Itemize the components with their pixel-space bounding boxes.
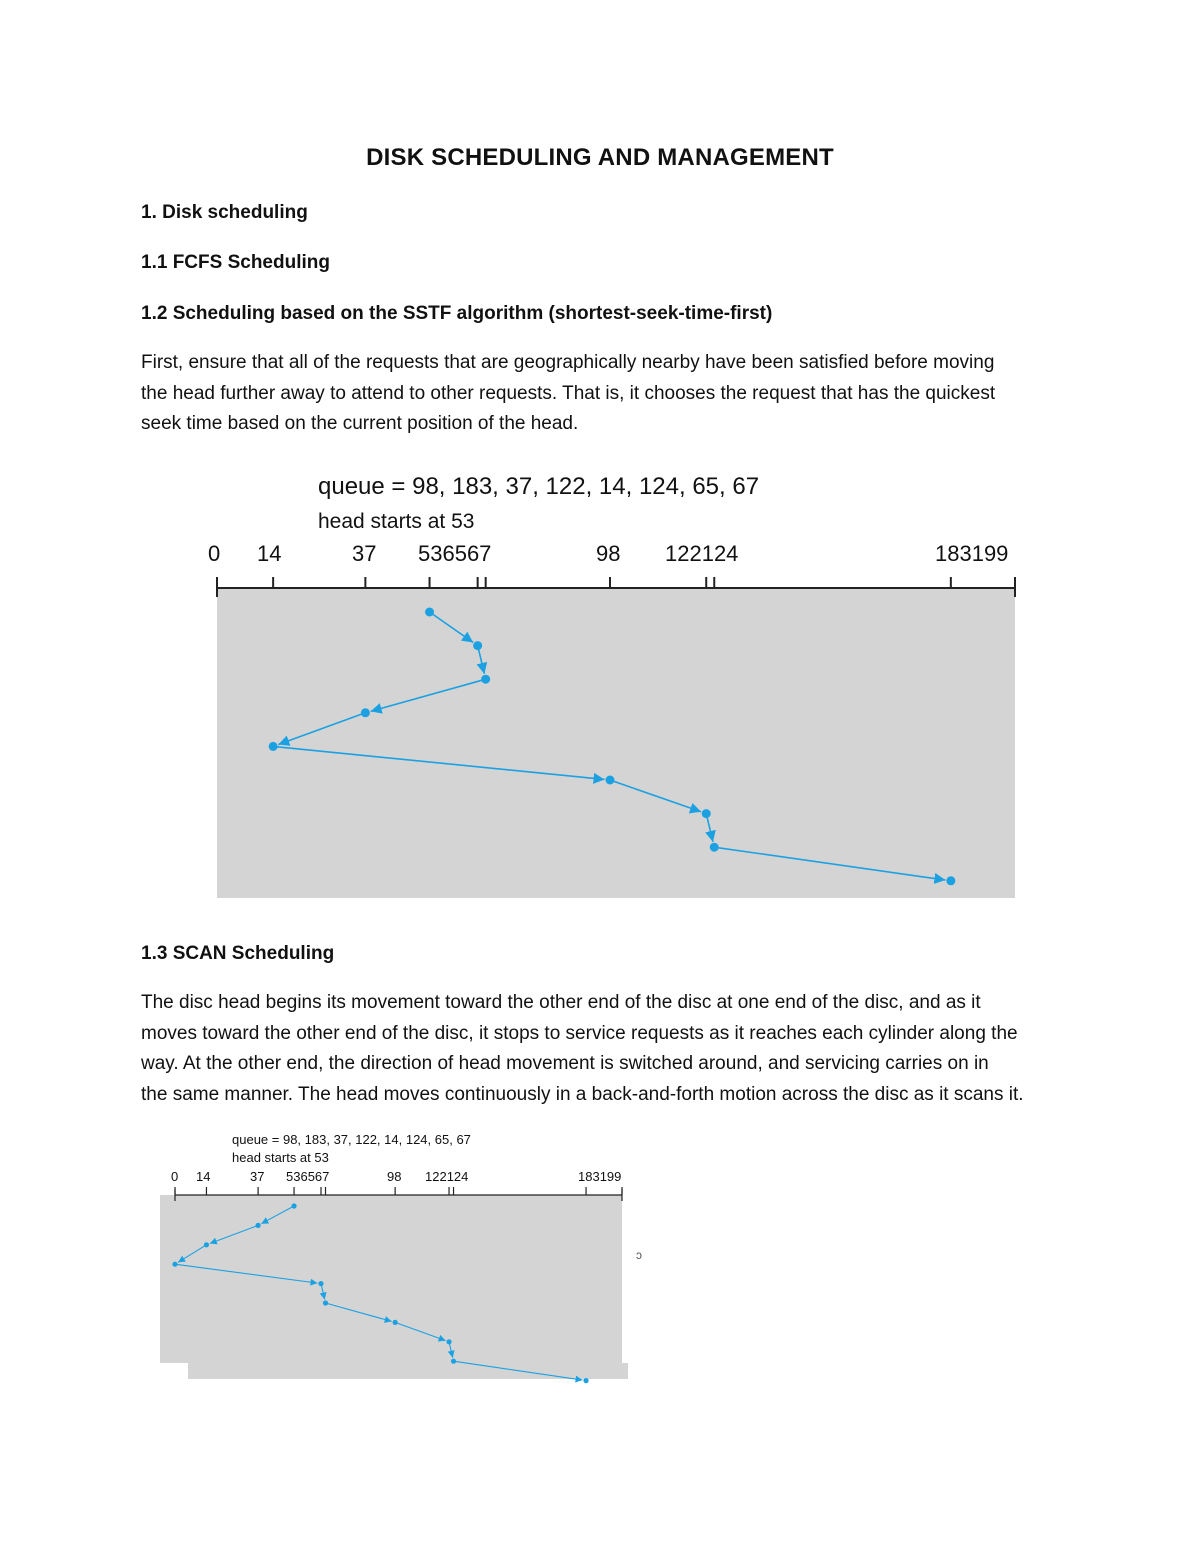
path-point	[451, 1359, 456, 1364]
paragraph-line: the same manner. The head moves continuously in a back-and-forth motion across the disc as it scans it.	[141, 1083, 1024, 1105]
tick-label: 122124	[665, 541, 739, 566]
start-label: head starts at 53	[232, 1150, 329, 1165]
tick-label: 0	[208, 541, 221, 566]
scan-paragraph	[141, 988, 1071, 1110]
start-label: head starts at 53	[318, 510, 475, 533]
paragraph-line: moves toward the other end of the disc, it stops to service requests as it reaches each cylinder along the	[141, 1022, 1018, 1044]
path-point	[323, 1300, 328, 1305]
path-point	[710, 843, 719, 852]
heading-disk-scheduling: 1. Disk scheduling	[141, 202, 308, 223]
heading-fcfs: 1.1 FCFS Scheduling	[141, 252, 330, 273]
paragraph-line: way. At the other end, the direction of head movement is switched around, and servicing carries on in	[141, 1053, 989, 1074]
tick-label: 98	[387, 1169, 402, 1184]
sstf-figure	[200, 470, 1045, 900]
path-point	[256, 1223, 261, 1228]
tick-label: 14	[257, 541, 282, 566]
paragraph-line: the head further away to attend to other requests. That is, it chooses the request that has the quickest	[141, 382, 996, 404]
heading-scan: 1.3 SCAN Scheduling	[141, 943, 335, 964]
tick-label: 98	[596, 541, 621, 566]
path-point	[605, 776, 614, 785]
page-title: DISK SCHEDULING AND MANAGEMENT	[366, 144, 834, 171]
path-point	[481, 675, 490, 684]
paragraph-line: seek time based on the current position of the head.	[141, 413, 579, 434]
path-point	[204, 1242, 209, 1247]
queue-label: queue = 98, 183, 37, 122, 14, 124, 65, 67	[232, 1132, 471, 1147]
tick-label: 122124	[425, 1169, 469, 1184]
paragraph-line: The disc head begins its movement toward the other end of the disc at one end of the disc, and as it	[141, 992, 981, 1013]
path-point	[473, 641, 482, 650]
tick-label: 183199	[578, 1169, 622, 1184]
queue-label: queue = 98, 183, 37, 122, 14, 124, 65, 67	[318, 473, 760, 500]
tick-label: 183199	[935, 541, 1009, 566]
scan-figure	[160, 1125, 650, 1385]
path-point	[702, 809, 711, 818]
tick-label: 14	[196, 1169, 211, 1184]
path-point	[269, 742, 278, 751]
tick-labels	[208, 541, 1008, 566]
stray-mark: ɔ	[636, 1248, 642, 1262]
path-point	[291, 1203, 296, 1208]
path-point	[583, 1378, 588, 1383]
tick-label: 536567	[286, 1169, 330, 1184]
heading-sstf: 1.2 Scheduling based on the SSTF algorithm (shortest-seek-time-first)	[141, 303, 773, 324]
path-point	[393, 1320, 398, 1325]
path-point	[318, 1281, 323, 1286]
tick-label: 37	[250, 1169, 265, 1184]
plot-area	[160, 1195, 622, 1363]
sstf-paragraph	[141, 348, 1071, 440]
tick-label: 37	[352, 541, 377, 566]
tick-label: 0	[171, 1169, 179, 1184]
path-point	[425, 608, 434, 617]
tick-label: 536567	[418, 541, 492, 566]
paragraph-line: First, ensure that all of the requests that are geographically nearby have been satisfied before moving	[141, 352, 995, 373]
plot-area	[217, 588, 1015, 898]
path-point	[446, 1339, 451, 1344]
path-point	[946, 876, 955, 885]
path-point	[361, 708, 370, 717]
path-point	[172, 1262, 177, 1267]
